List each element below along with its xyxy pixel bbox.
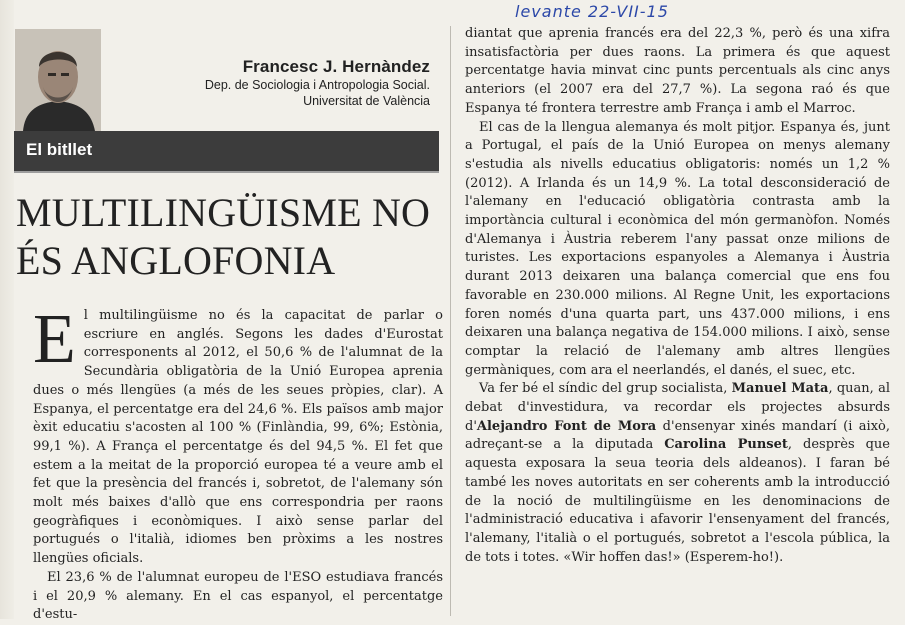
adjacent-column-bleed <box>0 0 14 619</box>
article-headline: MULTILINGÜISME NO ÉS ANGLOFONIA <box>16 190 431 283</box>
column-divider <box>450 26 451 616</box>
p5-text-b: , quan, al debat d'investidura, va recordar els projectes absurds d' <box>465 381 890 434</box>
paragraph-3: diantat que aprenia francés era del 22,3 %, però és una xifra insatisfactòria per dues raons. La primera és que aquest percentatge havia minvat cinc punts percentuals als cinc anys anteriors (el 2007 era del 27,7 %). La segona raó és que Espanya té frontera terrestre amb França i amb el Marroc. <box>465 26 890 116</box>
p5-text-c: d'ensenyar xinés mandarí (i això, adreçant-se a la diputada <box>465 418 890 453</box>
section-underline <box>14 171 439 173</box>
section-label: El bitllet <box>26 140 93 159</box>
author-university: Universitat de València <box>303 94 430 108</box>
paragraph-2: El 23,6 % de l'alumnat europeu de l'ESO estudiava francés i el 20,9 % alemany. En el cas espanyol, el percentatge d'estu- <box>33 569 443 623</box>
p5-text-a: Va fer bé el síndic del grup socialista, <box>479 381 732 397</box>
article-column-right <box>465 25 890 567</box>
author-department: Dep. de Sociologia i Antropologia Social. <box>204 78 430 92</box>
author-name: Francesc J. Hernàndez <box>242 57 430 76</box>
p5-text-d: , desprès que aquesta exposara la seua teoria dels aldeanos). I faran bé també les noves autoritats en ser coherents amb la introducció de la noció de multilingüisme en les denominacions de l'administració educativa i afavorir l'ensenyament del francés, l'alemany, l'italià o el portugués, sobretot a l'escola pública, la de tots i totes. «Wir hoffen das!» (Esperem-ho!). <box>465 437 890 565</box>
drop-cap: E <box>33 301 76 378</box>
person-name-manuel-mata: Manuel Mata <box>731 381 829 397</box>
person-name-alejandro-font-de-mora: Alejandro Font de Mora <box>476 418 657 434</box>
paragraph-4: El cas de la llengua alemanya és molt pitjor. Espanya és, junt a Portugal, el país de la Unió Europea on menys alemany s'estudia als nivells educatius obligatoris: només un 1,2 % (2012). A Irlanda és un 14,9 %. La total desconsideració de l'alemany en l'educació obligatòria contrasta amb la importància cultural i econòmica del món germanòfon. Només d'Alemanya i Àustria reberem l'any passat onze milions de turistes. Les exportacions espanyoles a Alemanya i Àustria durant 2013 deixaren una balança comercial que ens fou favorable en 230.000 milions. Al Regne Unit, les exportacions foren només d'una quarta part, uns 437.000 milions, i ens deixaren una balança negativa de 154.000 milions. I això, sense comptar la relació de l'alemany amb altres llengües germàniques, com ara el neerlandés, el danés, el suec, etc. <box>465 119 890 378</box>
article-column-left <box>33 301 443 625</box>
paragraph-5 <box>465 380 890 567</box>
person-name-carolina-punset: Carolina Punset <box>664 437 788 453</box>
author-photo <box>15 29 101 131</box>
handwritten-date-stamp: levante 22-VII-15 <box>515 2 669 21</box>
section-bar <box>14 131 439 171</box>
paragraph-1: l multilingüisme no és la capacitat de parlar o escriure en anglés. Segons les dades d'Eurostat corresponents al 2012, el 50,6 % de l'alumnat de la Secundària obligatòria de la Unió Europea aprenia dues o més llengües (a més de les seues pròpies, clar). A Espanya, el percentatge era del 24,6 %. Els països amb major èxit educatiu s'acosten al 100 % (Finlàndia, 99, 6%; Estònia, 99,1 %). A França el percentatge és del 94,5 %. El fet que estem a la meitat de la proporció europea té a veure amb el fet que la presència del francés i, sobretot, de l'alemany són molt més baixes d'allò que ens correspondria per raons geogràfiques i econòmiques. I això sense parlar del portugués o l'italià, idiomes ben pròxims a les nostres llengües oficials. <box>33 308 443 567</box>
author-byline <box>140 57 430 109</box>
